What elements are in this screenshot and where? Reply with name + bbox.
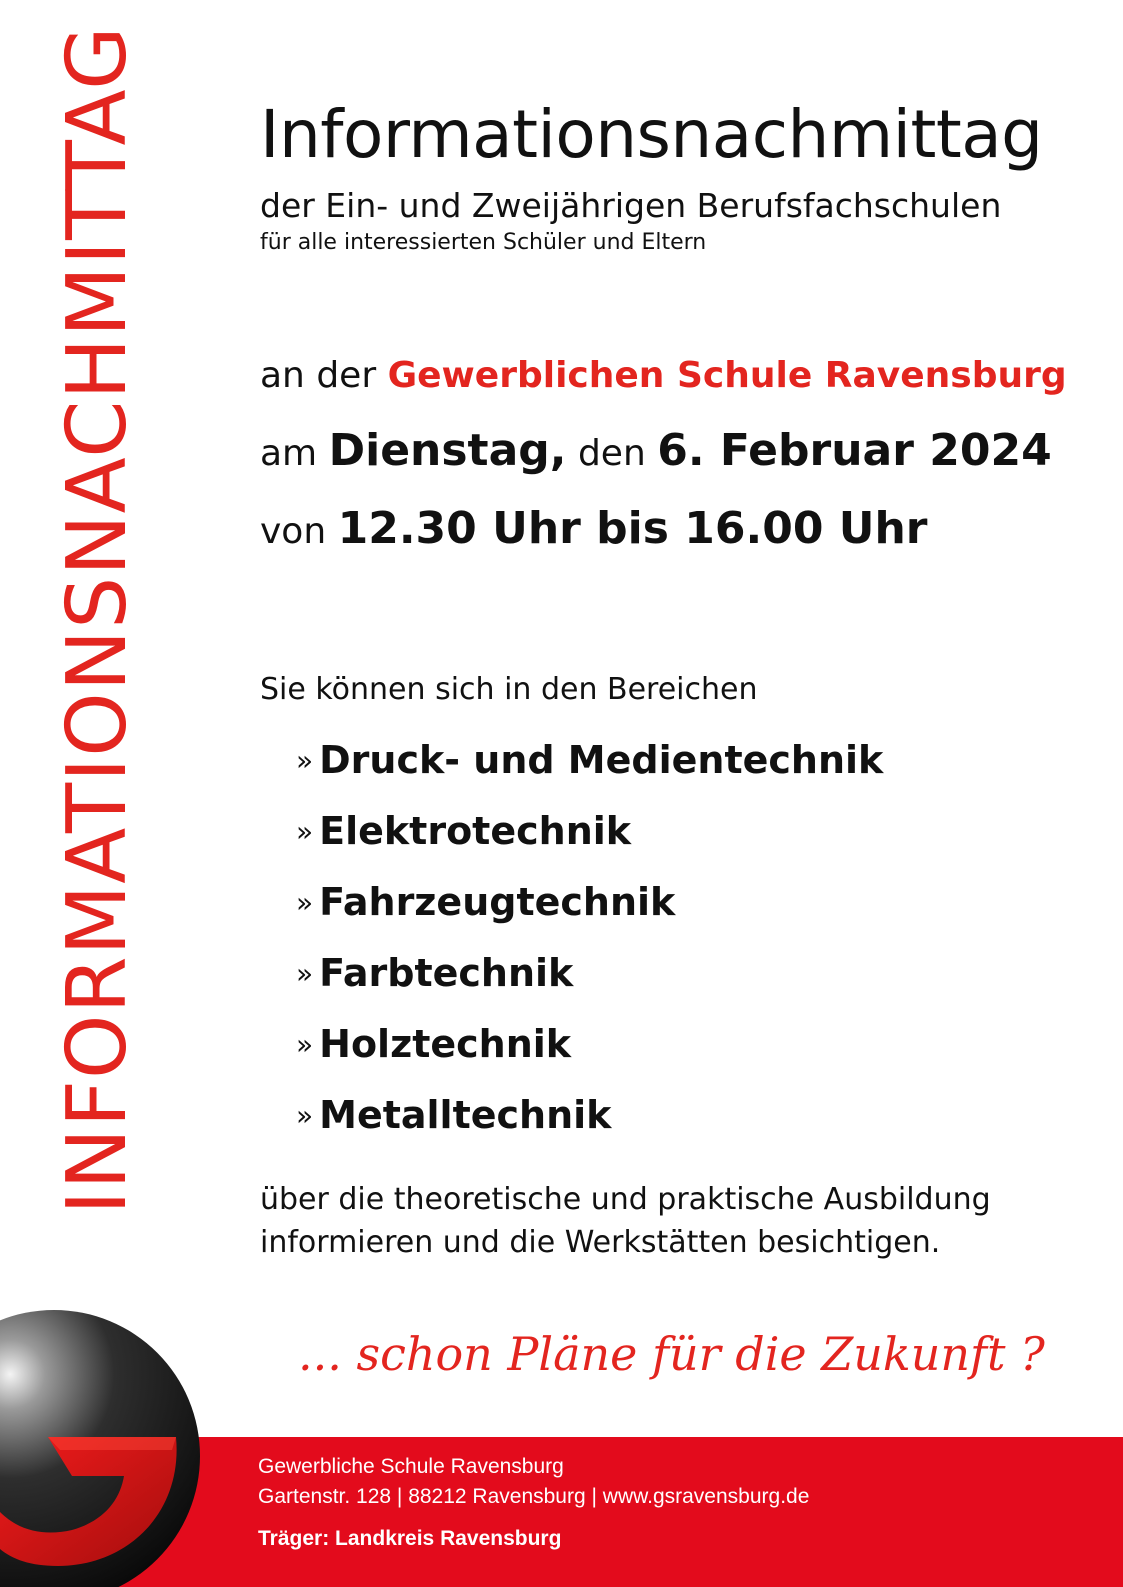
slogan: ... schon Pläne für die Zukunft ? <box>298 1327 1045 1381</box>
time-line <box>260 502 1050 559</box>
location-prefix: an der <box>260 355 377 396</box>
areas-outro <box>260 1178 1050 1264</box>
audience-line: für alle interessierten Schüler und Eltern <box>260 230 707 255</box>
weekday: Dienstag, <box>328 425 567 476</box>
date-prefix: am <box>260 433 318 474</box>
list-item <box>296 1085 883 1156</box>
list-item <box>296 1014 883 1085</box>
page-title: Informationsnachmittag <box>260 96 1043 173</box>
areas-intro: Sie können sich in den Bereichen <box>260 672 758 707</box>
bullet-marker: » <box>296 815 314 848</box>
outro-line-2: informieren und die Werkstätten besichtigen. <box>260 1225 941 1260</box>
subtitle: der Ein- und Zweijährigen Berufsfachschulen <box>260 186 1002 225</box>
location-line <box>260 352 1067 400</box>
bullet-marker: » <box>296 886 314 919</box>
list-item <box>296 943 883 1014</box>
location-name: Gewerblichen Schule Ravensburg <box>387 355 1067 396</box>
bullet-marker: » <box>296 1028 314 1061</box>
area-label: Fahrzeugtechnik <box>319 880 676 924</box>
area-label: Elektrotechnik <box>319 809 632 853</box>
event-date: 6. Februar 2024 <box>657 425 1052 476</box>
footer-text <box>258 1452 809 1554</box>
date-line <box>260 424 1050 481</box>
area-label: Farbtechnik <box>319 951 574 995</box>
list-item <box>296 730 883 801</box>
outro-line-1: über die theoretische und praktische Ausbildung <box>260 1182 991 1217</box>
bullet-marker: » <box>296 1099 314 1132</box>
bullet-marker: » <box>296 744 314 777</box>
footer-school: Gewerbliche Schule Ravensburg <box>258 1455 564 1478</box>
areas-list <box>296 730 883 1156</box>
date-middle: den <box>577 433 646 474</box>
area-label: Metalltechnik <box>319 1093 612 1137</box>
g-logo-sphere-icon <box>0 1304 200 1587</box>
list-item <box>296 801 883 872</box>
bullet-marker: » <box>296 957 314 990</box>
time-prefix: von <box>260 511 327 552</box>
footer-address: Gartenstr. 128 | 88212 Ravensburg | www.gsravensburg.de <box>258 1485 810 1508</box>
footer-sponsor: Träger: Landkreis Ravensburg <box>258 1527 562 1550</box>
area-label: Holztechnik <box>319 1022 572 1066</box>
area-label: Druck- und Medientechnik <box>319 738 884 782</box>
side-title: INFORMATIONSNACHMITTAG <box>50 25 145 1215</box>
list-item <box>296 872 883 943</box>
event-time: 12.30 Uhr bis 16.00 Uhr <box>337 503 928 554</box>
